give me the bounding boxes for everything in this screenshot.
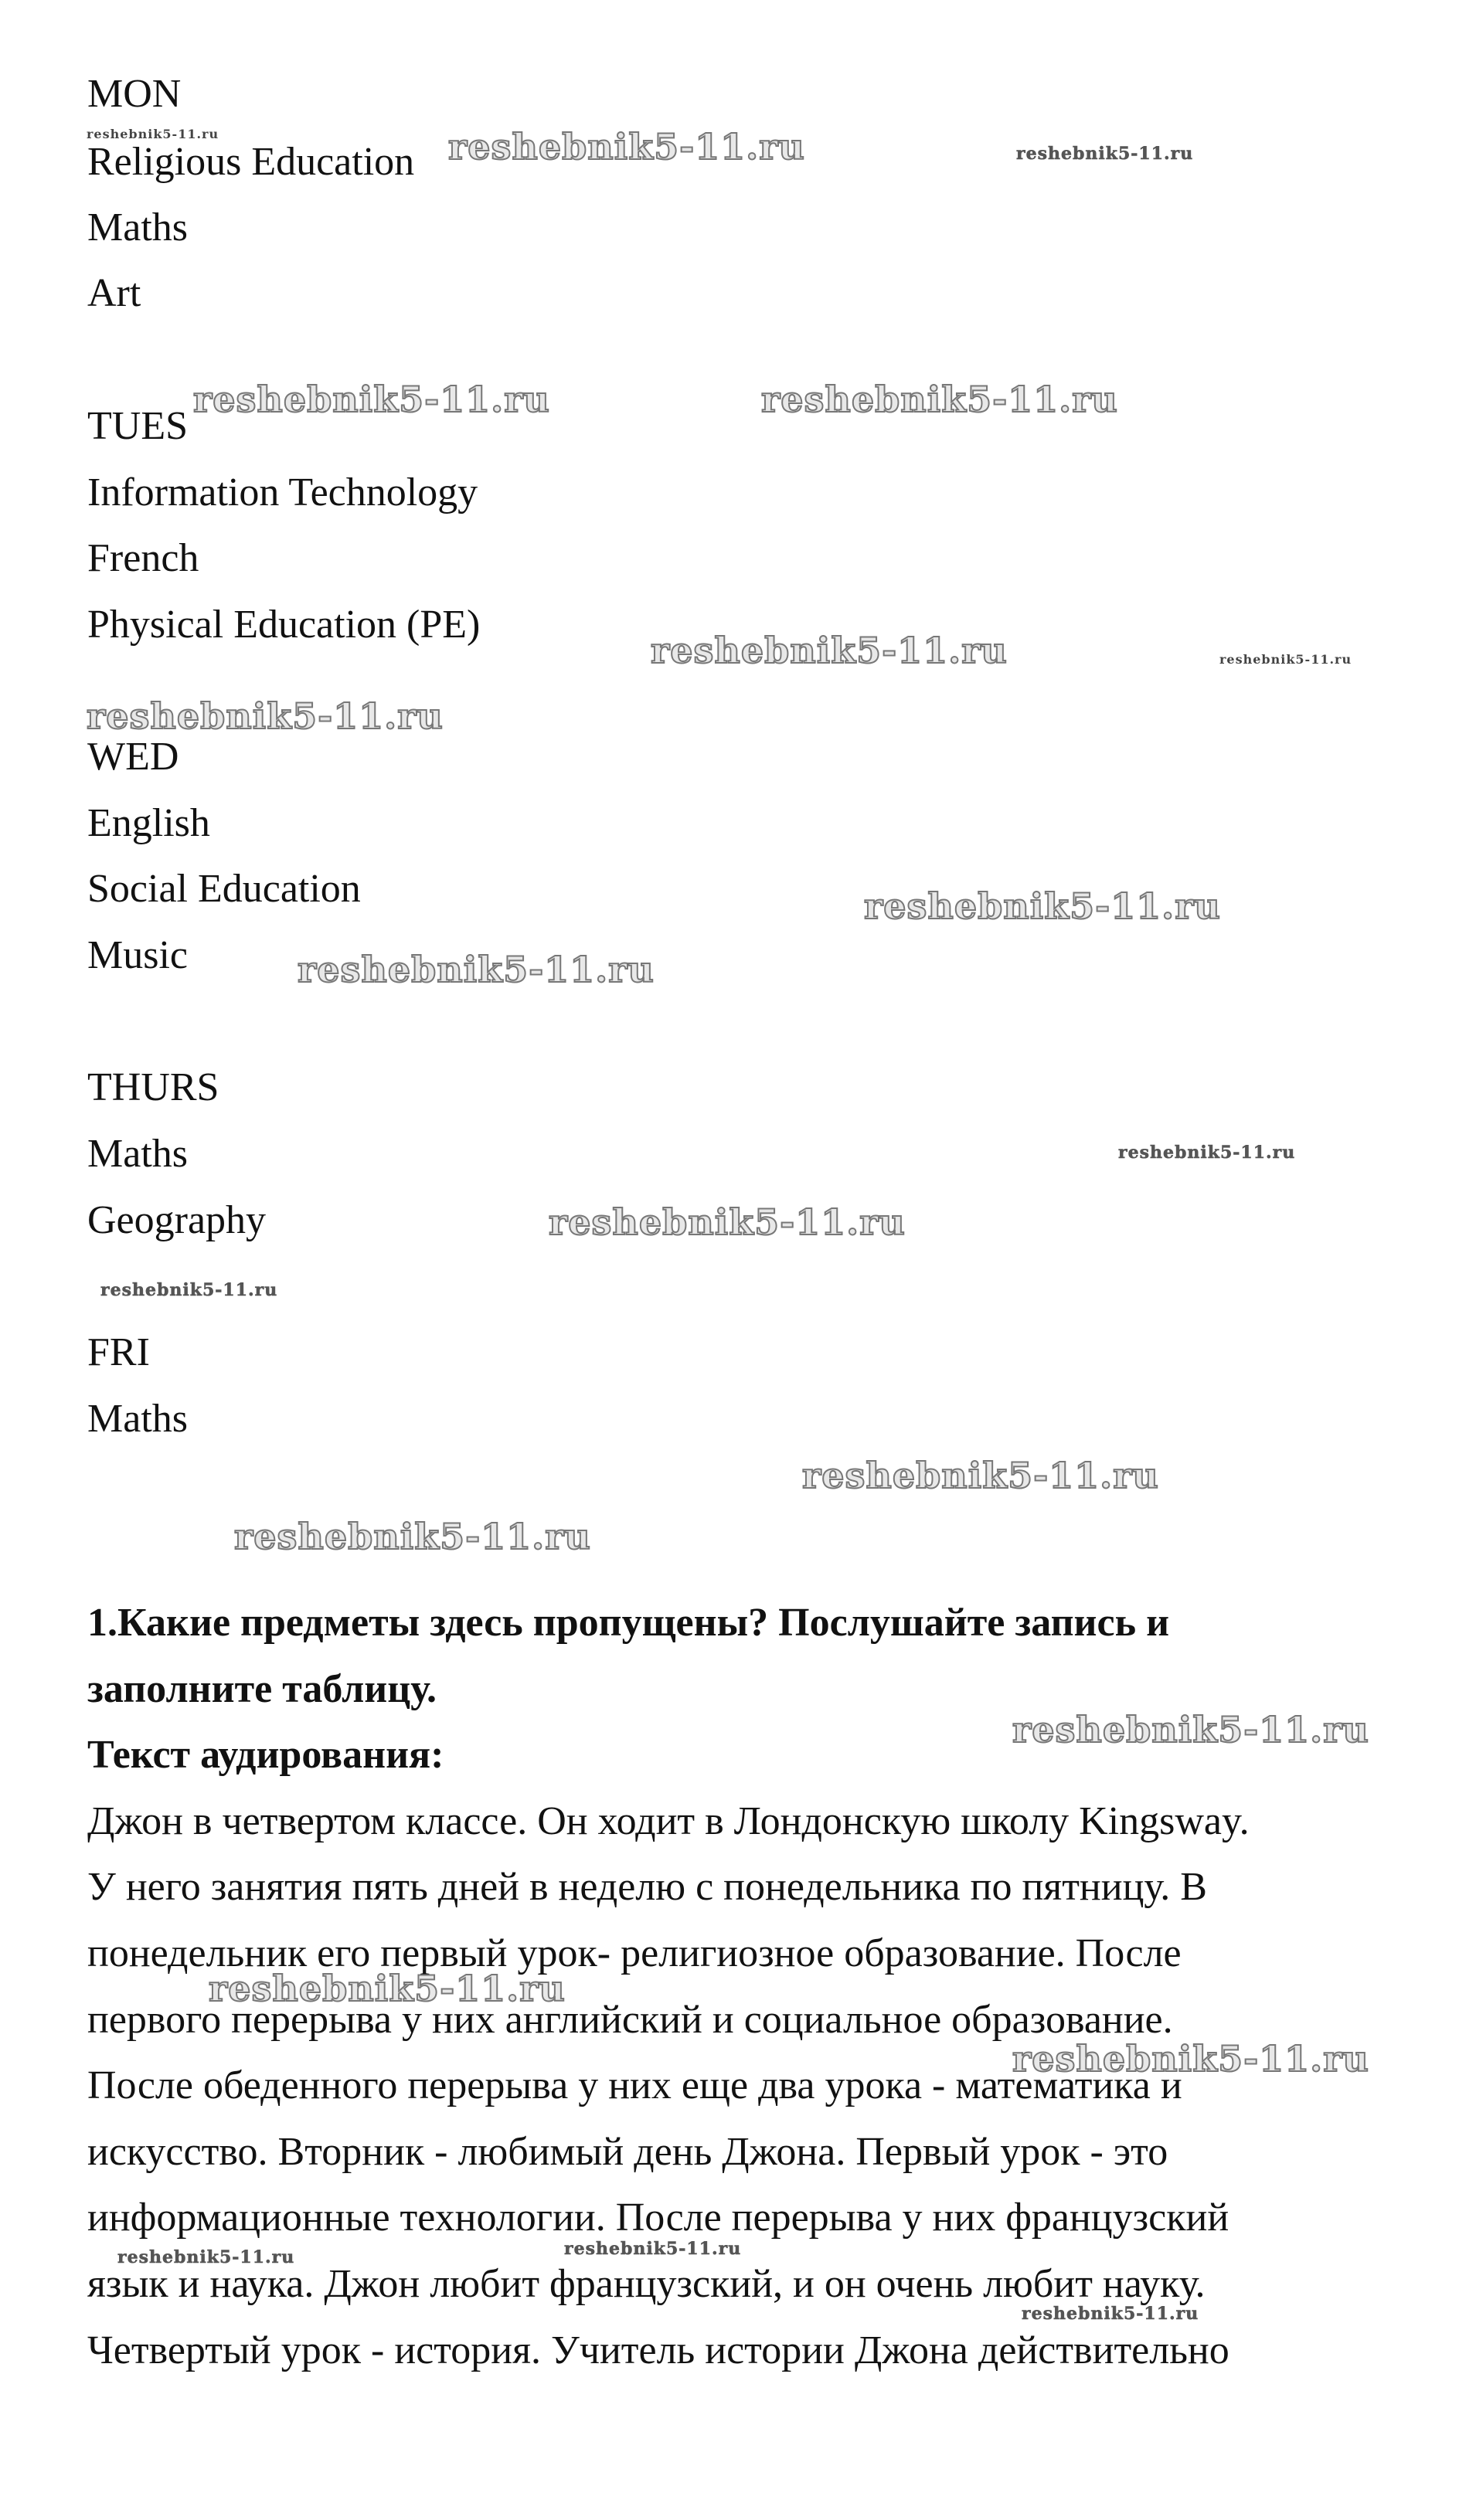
day-thurs: THURS xyxy=(87,1065,219,1109)
watermark: reshebnik5-11.ru xyxy=(802,1455,1159,1496)
listening-text-line: информационные технологии. После перерыва у них французский xyxy=(87,2196,1229,2240)
watermark: reshebnik5-11.ru xyxy=(564,2239,742,2259)
listening-text-line: После обеденного перерыва у них еще два урока - математика и xyxy=(87,2063,1182,2107)
watermark: reshebnik5-11.ru xyxy=(209,1968,566,2009)
day-tues: TUES xyxy=(87,404,188,448)
listening-text-line: первого перерыва у них английский и социальное образование. xyxy=(87,1998,1173,2042)
listening-text-line: язык и наука. Джон любит французский, и он очень любит науку. xyxy=(87,2262,1206,2306)
listening-text-line: понедельник его первый урок- религиозное образование. После xyxy=(87,1931,1182,1975)
day-mon: MON xyxy=(87,72,182,116)
watermark: reshebnik5-11.ru xyxy=(117,2247,295,2267)
watermark: reshebnik5-11.ru xyxy=(1022,2304,1199,2324)
subject-maths: Maths xyxy=(87,1132,188,1176)
listening-text-line: искусство. Вторник - любимый день Джона. Первый урок - это xyxy=(87,2130,1168,2174)
watermark: reshebnik5-11.ru xyxy=(100,1280,278,1300)
watermark: reshebnik5-11.ru xyxy=(651,630,1008,671)
watermark: reshebnik5-11.ru xyxy=(1118,1143,1296,1163)
watermark: reshebnik5-11.ru xyxy=(1219,652,1352,667)
task-heading-line-1: 1.Какие предметы здесь пропущены? Послушайте запись и xyxy=(87,1601,1170,1645)
subject-music: Music xyxy=(87,933,188,977)
day-fri: FRI xyxy=(87,1330,150,1374)
subject-english: English xyxy=(87,801,210,845)
subject-maths: Maths xyxy=(87,1397,188,1441)
day-wed: WED xyxy=(87,735,179,779)
watermark: reshebnik5-11.ru xyxy=(448,126,805,168)
listening-label: Текст аудирования: xyxy=(87,1733,444,1777)
subject-maths: Maths xyxy=(87,205,188,250)
watermark: reshebnik5-11.ru xyxy=(193,379,550,420)
watermark: reshebnik5-11.ru xyxy=(298,949,655,990)
subject-religious-education: Religious Education xyxy=(87,140,415,184)
watermark: reshebnik5-11.ru xyxy=(87,127,219,141)
subject-information-technology: Information Technology xyxy=(87,470,478,515)
watermark: reshebnik5-11.ru xyxy=(87,695,444,737)
subject-french: French xyxy=(87,536,199,580)
listening-text-line: Джон в четвертом классе. Он ходит в Лондонскую школу Kingsway. xyxy=(87,1799,1250,1843)
subject-geography: Geography xyxy=(87,1198,267,1242)
watermark: reshebnik5-11.ru xyxy=(1012,2038,1369,2080)
subject-physical-education: Physical Education (PE) xyxy=(87,603,481,647)
watermark: reshebnik5-11.ru xyxy=(234,1516,591,1557)
watermark: reshebnik5-11.ru xyxy=(549,1201,906,1243)
subject-art: Art xyxy=(87,271,141,315)
listening-text-line: У него занятия пять дней в неделю с понедельника по пятницу. В xyxy=(87,1865,1207,1909)
listening-text-line: Четвертый урок - история. Учитель истории Джона действительно xyxy=(87,2328,1229,2372)
task-heading-line-2: заполните таблицу. xyxy=(87,1667,437,1711)
watermark: reshebnik5-11.ru xyxy=(1012,1709,1369,1751)
watermark: reshebnik5-11.ru xyxy=(1016,144,1194,164)
watermark: reshebnik5-11.ru xyxy=(864,885,1221,927)
watermark: reshebnik5-11.ru xyxy=(761,379,1118,420)
subject-social-education: Social Education xyxy=(87,867,361,911)
